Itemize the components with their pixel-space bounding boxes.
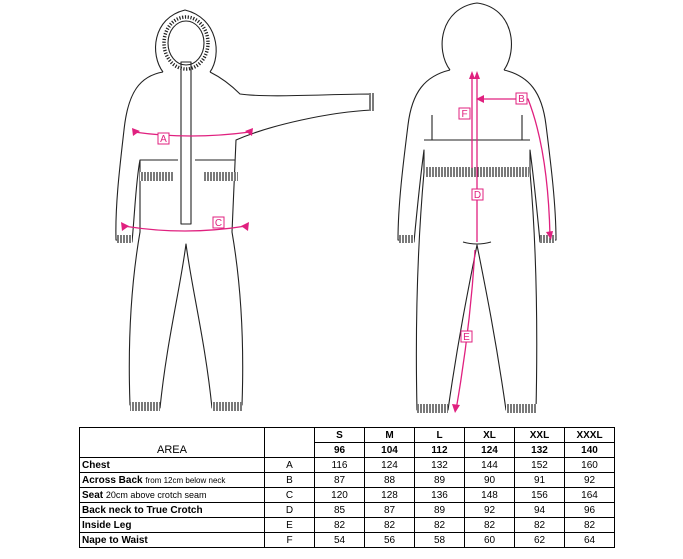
size-header-xl: XL (465, 428, 515, 443)
cell: 58 (415, 533, 465, 548)
size-header-s: S (315, 428, 365, 443)
code-header-blank (265, 428, 315, 458)
chest-size-l: 112 (415, 443, 465, 458)
row-code: B (265, 473, 315, 488)
cell: 120 (315, 488, 365, 503)
cell: 96 (565, 503, 615, 518)
front-measure-lines (124, 132, 250, 231)
table-row (80, 458, 615, 473)
size-header-l: L (415, 428, 465, 443)
row-name: Chest (82, 459, 110, 471)
cell: 132 (415, 458, 465, 473)
cell: 144 (465, 458, 515, 473)
front-body-outline (116, 72, 372, 408)
cell: 82 (415, 518, 465, 533)
cell: 89 (415, 503, 465, 518)
table-row (80, 518, 615, 533)
row-name: Back neck to True Crotch (82, 504, 203, 516)
front-waist-band-right (204, 172, 238, 181)
seat-line (124, 226, 246, 231)
chest-size-xxxl: 140 (565, 443, 615, 458)
back-measure-lines (456, 75, 550, 410)
cell: 88 (365, 473, 415, 488)
row-note: from 12cm below neck (145, 475, 226, 485)
size-header-xxxl: XXXL (565, 428, 615, 443)
front-view (116, 10, 375, 411)
marker-e: E (463, 332, 470, 343)
chest-line (134, 132, 250, 136)
back-hood (442, 3, 511, 70)
row-name: Inside Leg (82, 519, 132, 531)
cell: 82 (565, 518, 615, 533)
front-hood (156, 10, 217, 72)
chest-size-m: 104 (365, 443, 415, 458)
marker-b: B (518, 94, 525, 105)
size-chart-table (79, 427, 615, 548)
cell: 124 (365, 458, 415, 473)
row-name: Across Back (82, 474, 143, 486)
cell: 64 (565, 533, 615, 548)
cell: 152 (515, 458, 565, 473)
cell: 160 (565, 458, 615, 473)
chest-size-s: 96 (315, 443, 365, 458)
front-zip (181, 62, 191, 224)
cell: 128 (365, 488, 415, 503)
size-header-m: M (365, 428, 415, 443)
row-code: E (265, 518, 315, 533)
table-row (80, 503, 615, 518)
cell: 92 (565, 473, 615, 488)
cell: 82 (515, 518, 565, 533)
row-code: D (265, 503, 315, 518)
chest-size-xxl: 132 (515, 443, 565, 458)
table-row (80, 488, 615, 503)
cell: 89 (415, 473, 465, 488)
cell: 148 (465, 488, 515, 503)
cell: 56 (365, 533, 415, 548)
size-header-xxl: XXL (515, 428, 565, 443)
marker-c: C (214, 218, 223, 229)
cell: 82 (315, 518, 365, 533)
marker-a: A (160, 134, 167, 145)
cell: 156 (515, 488, 565, 503)
cell: 62 (515, 533, 565, 548)
cell: 91 (515, 473, 565, 488)
row-name: Seat (82, 489, 104, 501)
table-row (80, 533, 615, 548)
cell: 94 (515, 503, 565, 518)
cell: 85 (315, 503, 365, 518)
cell: 92 (465, 503, 515, 518)
cell: 82 (465, 518, 515, 533)
front-waist-band-left (140, 172, 174, 181)
row-note: 20cm above crotch seam (105, 489, 207, 500)
marker-f: F (461, 109, 468, 120)
row-code: A (265, 458, 315, 473)
cell: 87 (365, 503, 415, 518)
marker-d: D (473, 190, 482, 201)
cell: 90 (465, 473, 515, 488)
cell: 164 (565, 488, 615, 503)
row-name: Nape to Waist (82, 534, 148, 546)
chest-size-xl: 124 (465, 443, 515, 458)
cell: 82 (365, 518, 415, 533)
cell: 60 (465, 533, 515, 548)
cell: 136 (415, 488, 465, 503)
row-code: C (265, 488, 315, 503)
cell: 87 (315, 473, 365, 488)
cell: 116 (315, 458, 365, 473)
front-hood-opening (164, 17, 208, 69)
cell: 54 (315, 533, 365, 548)
row-code: F (265, 533, 315, 548)
inside-leg-line (456, 250, 475, 410)
table-row (80, 473, 615, 488)
area-header: AREA (80, 428, 265, 458)
